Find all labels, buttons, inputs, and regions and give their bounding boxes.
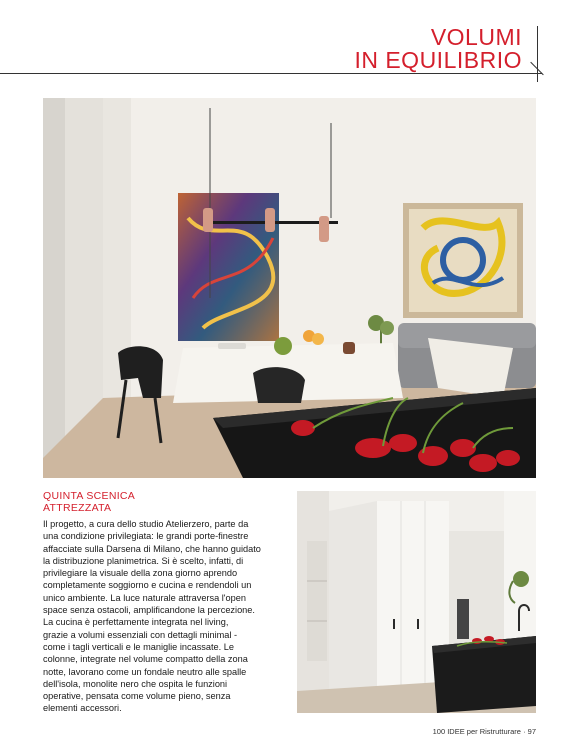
body-line: una condizione privilegiata: le grandi porte-finestre [43, 531, 249, 542]
body-line: unico ambiente. La luce naturale attraversa l'open [43, 592, 246, 603]
section-heading [43, 490, 283, 514]
body-line: la distribuzione planimetrica. Si è scelto, infatti, di [43, 555, 244, 566]
body-line: elementi accessori. [43, 703, 122, 714]
body-line: Il progetto, a cura dello studio Atelierzero, parte da [43, 519, 249, 529]
body-line: grazie a volumi essenziali con dettagli minimal - [43, 629, 238, 640]
section-heading-line-2: ATTREZZATA [43, 502, 112, 514]
title-line-2: IN EQUILIBRIO [354, 47, 522, 73]
body-line: La cucina è perfettamente integrata nel living, [43, 617, 229, 628]
body-line: affacciate sulla Darsena di Milano, che hanno guidato [43, 543, 261, 554]
body-line: operative, pensata come volume pieno, senza [43, 691, 231, 702]
body-line: notte, lavorano come un fondale neutro alle spalle [43, 666, 247, 677]
body-line: colonne, integrate nel volume compatto della zona [43, 654, 248, 665]
main-photo-illustration [43, 98, 536, 478]
body-line: space senza ostacoli, amplificandone la percezione. [43, 605, 255, 616]
page-footer: 100 IDEE per Ristrutturare · 97 [432, 727, 536, 736]
secondary-photo-illustration [297, 491, 536, 713]
header-vertical-rule [537, 26, 538, 82]
section-heading-line-1: QUINTA SCENICA [43, 490, 136, 502]
secondary-photo-kitchen [297, 491, 536, 713]
body-line: dell'isola, monolite nero che ospita le funzioni [43, 678, 228, 689]
page-title [354, 26, 522, 72]
title-line-1: VOLUMI [430, 24, 522, 50]
body-line: privilegiare la visuale della zona giorno aprendo [43, 568, 238, 579]
article-body [43, 518, 288, 715]
header-rule [0, 73, 542, 74]
main-photo-living-room [43, 98, 536, 478]
body-line: completamente soggiorno e cucina e rendendoli un [43, 580, 252, 591]
body-line: come i tagli verticali e le maniglie incassate. Le [43, 641, 234, 652]
